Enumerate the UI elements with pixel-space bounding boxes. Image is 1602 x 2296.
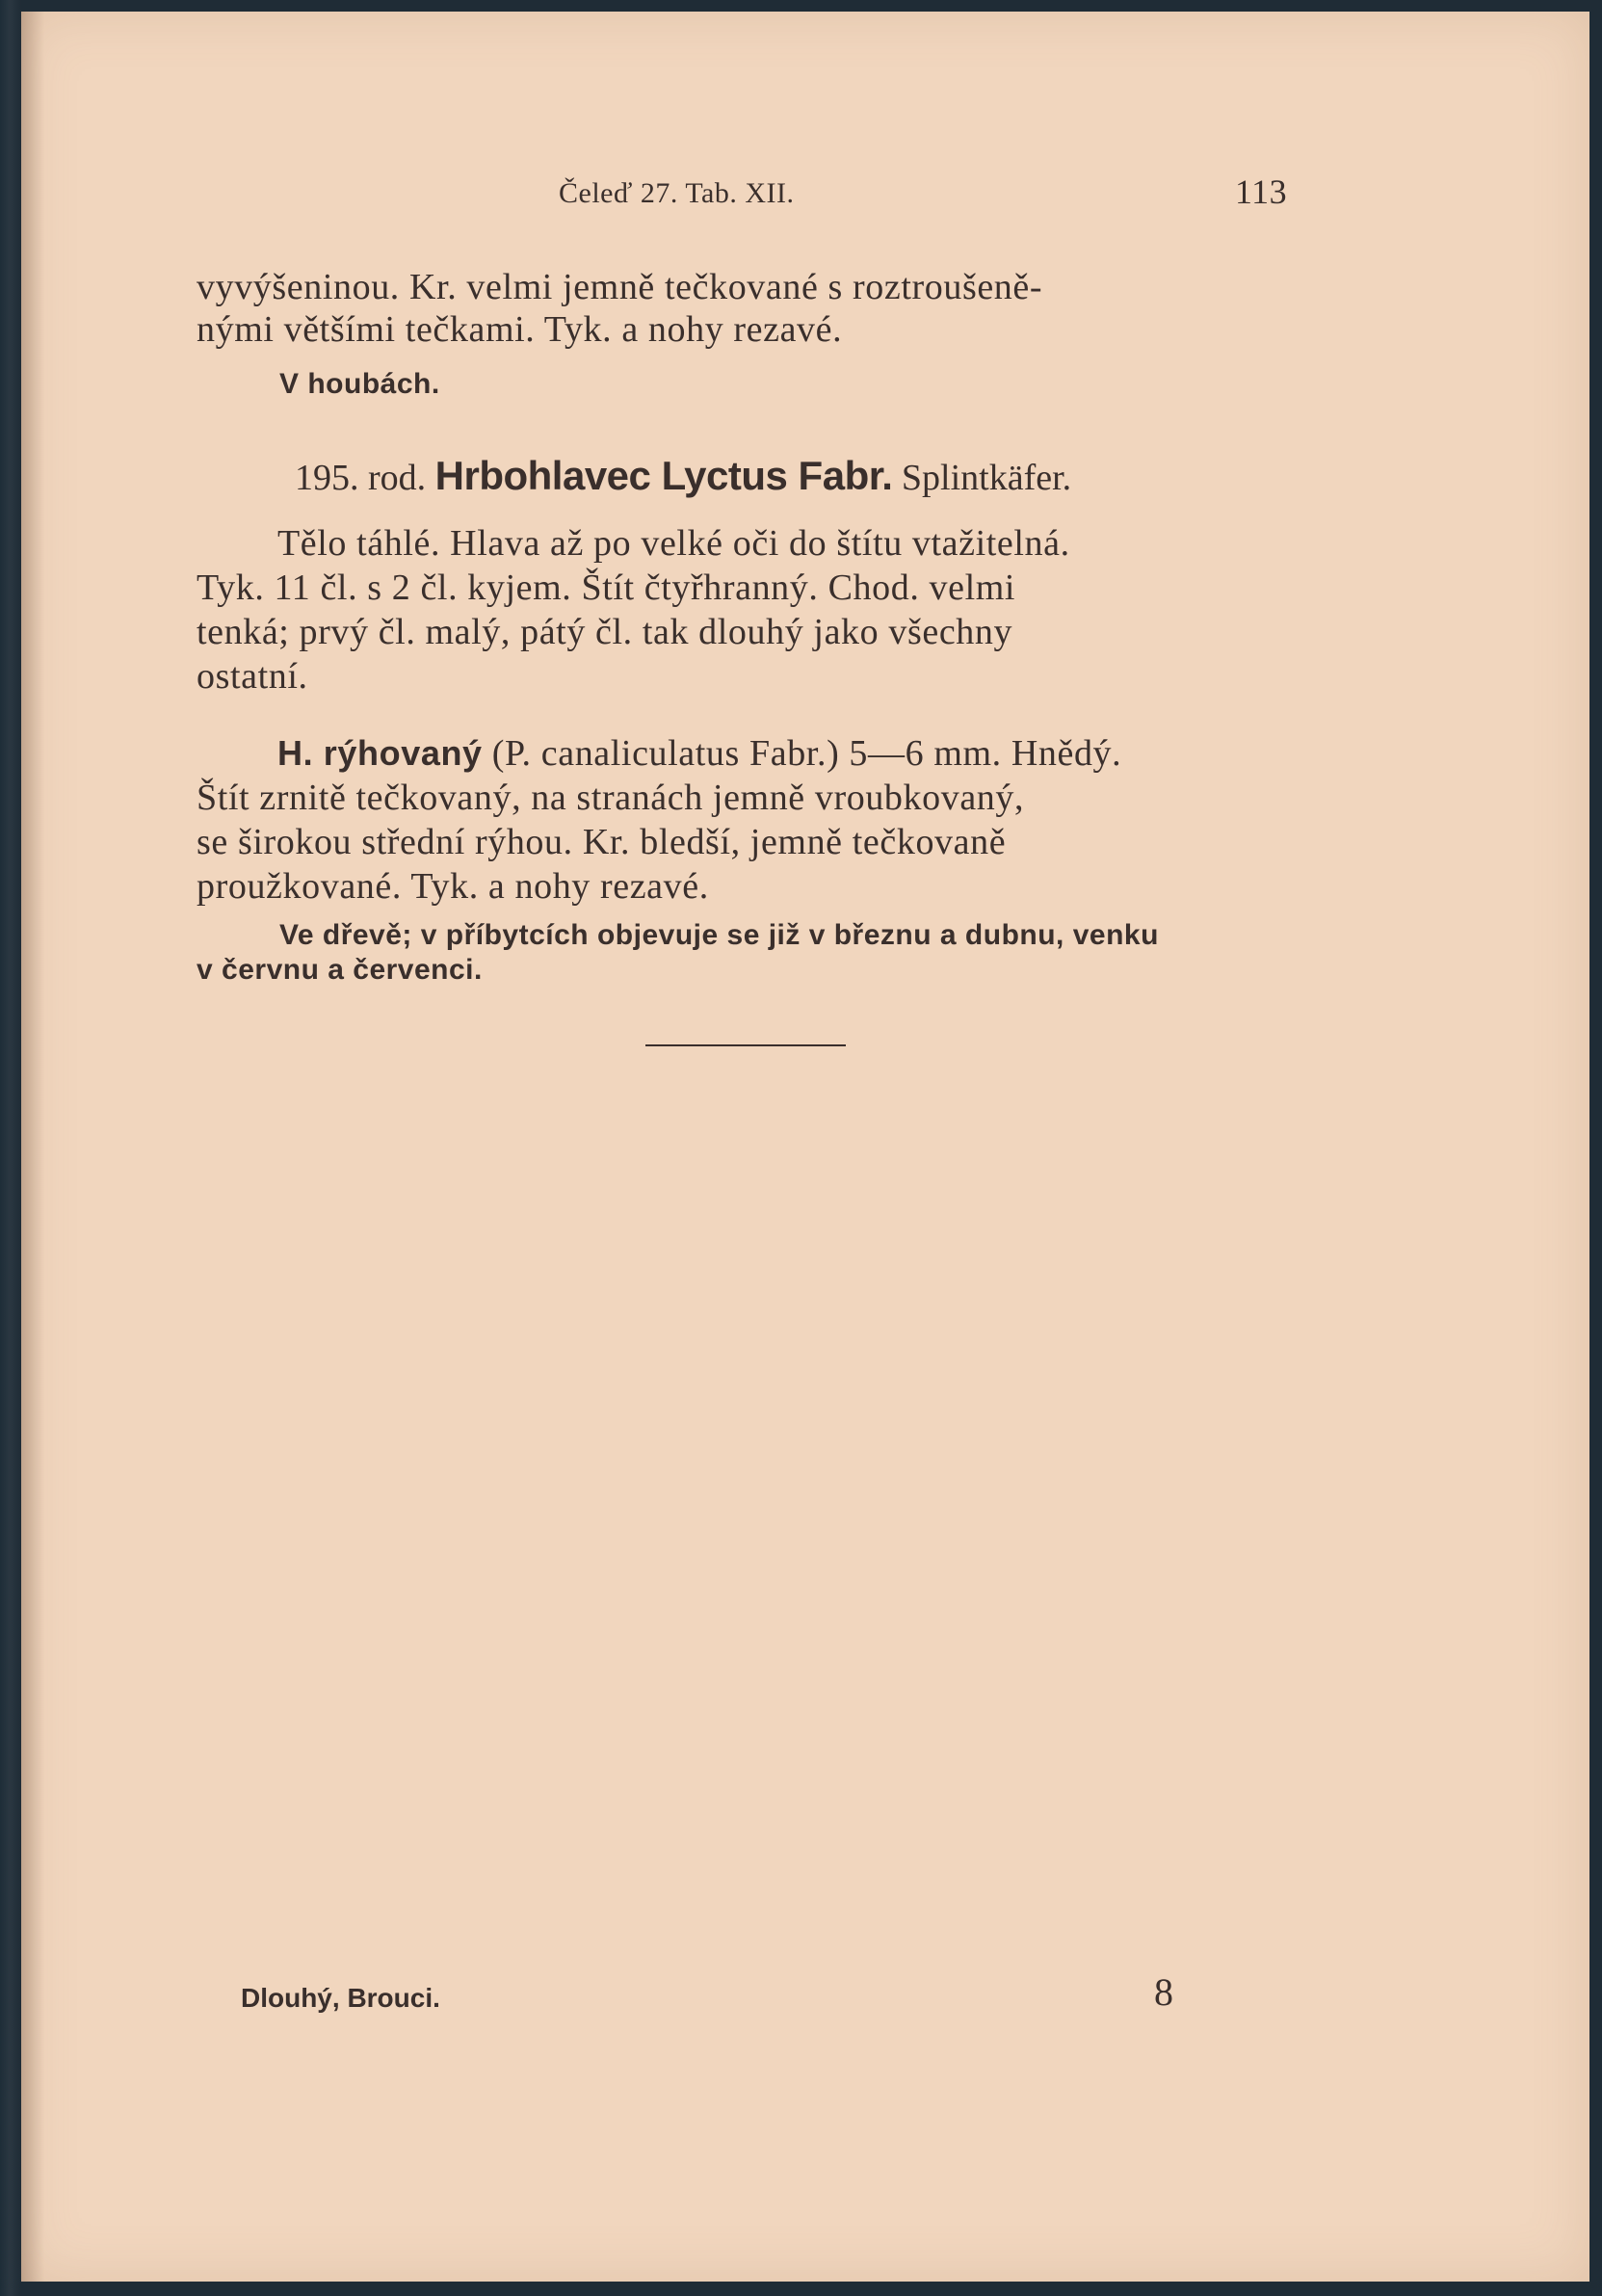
text-line: Štít zrnitě tečkovaný, na stranách jemně vroubkovaný, bbox=[197, 778, 1025, 818]
habitat-note: Ve dřevě; v příbytcích objevuje se již v březnu a dubnu, venku bbox=[279, 919, 1159, 951]
text-line: ostatní. bbox=[197, 656, 308, 697]
page-number: 113 bbox=[1235, 172, 1288, 211]
page-gutter-shadow bbox=[21, 12, 44, 2282]
text-line: Tyk. 11 čl. s 2 čl. kyjem. Štít čtyřhranný. Chod. velmi bbox=[197, 567, 1016, 608]
species-name: H. rýhovaný bbox=[277, 733, 483, 773]
genus-number: 195. rod. bbox=[295, 458, 427, 498]
genus-name: Hrbohlavec Lyctus Fabr. bbox=[434, 453, 893, 498]
signature-mark: 8 bbox=[1154, 1970, 1173, 2014]
species-description: (P. canaliculatus Fabr.) 5—6 mm. Hnědý. bbox=[491, 733, 1122, 774]
text-line: nými většími tečkami. Tyk. a nohy rezavé. bbox=[197, 309, 843, 350]
text-line: Tělo táhlé. Hlava až po velké oči do štítu vtažitelná. bbox=[277, 523, 1070, 564]
habitat-note: V houbách. bbox=[279, 368, 440, 400]
text-line: vyvýšeninou. Kr. velmi jemně tečkované s roztroušeně- bbox=[197, 267, 1043, 307]
text-line: tenká; prvý čl. malý, pátý čl. tak dlouhý jako všechny bbox=[197, 612, 1013, 652]
text-line: se širokou střední rýhou. Kr. bledší, jemně tečkovaně bbox=[197, 822, 1007, 862]
species-heading bbox=[277, 732, 1121, 775]
running-header: Čeleď 27. Tab. XII. bbox=[559, 177, 795, 209]
footer-author: Dlouhý, Brouci. bbox=[241, 1983, 440, 2013]
section-divider bbox=[645, 1044, 846, 1046]
genus-german-name: Splintkäfer. bbox=[901, 458, 1072, 498]
book-page bbox=[21, 12, 1589, 2282]
text-line: proužkované. Tyk. a nohy rezavé. bbox=[197, 866, 709, 907]
genus-heading bbox=[295, 453, 1071, 499]
habitat-note: v červnu a červenci. bbox=[197, 954, 483, 986]
